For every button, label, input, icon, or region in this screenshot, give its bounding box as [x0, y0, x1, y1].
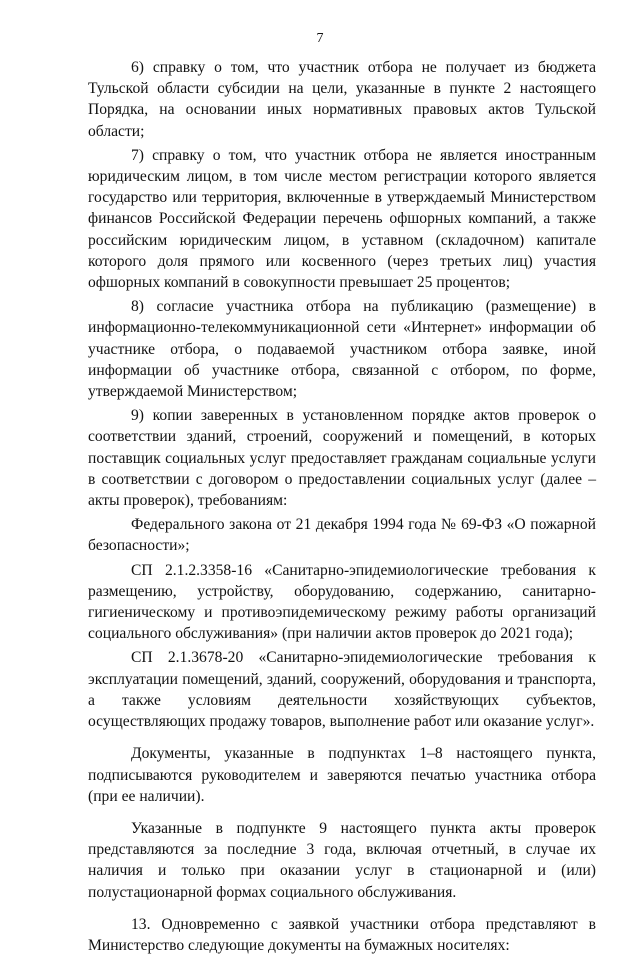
paragraph-item-6: 6) справку о том, что участник отбора не получает из бюджета Тульской области субсидии на цели, указанные в пункте 2 настоящего Порядка, на основании иных нормативных правовых актов Тульской области;: [88, 59, 596, 140]
document-body: [88, 57, 596, 959]
paragraph-item-7: 7) справку о том, что участник отбора не является иностранным юридическим лицом, в том числе местом регистрации которого является государство или территория, включенные в утверждаемый Министерством финансов Российской Федерации перечень офшорных компаний, а также российским юридическим лицом, в уставном (складочном) капитале которого доля прямого или косвенного (через третьих лиц) участия офшорных компаний в совокупности превышает 25 процентов;: [88, 146, 596, 292]
page-number: 7: [316, 31, 324, 46]
paragraph-inspection-acts: Указанные в подпункте 9 настоящего пункта акты проверок представляются за последние 3 года, включая отчетный, в случае их наличия и только при оказании услуг в стационарной и (или) полустационарной формах социального обслуживания.: [88, 819, 596, 901]
paragraph-fire-safety-law: Федерального закона от 21 декабря 1994 года № 69-ФЗ «О пожарной безопасности»;: [88, 516, 596, 555]
paragraph-sp-2-1-2-3358-16: СП 2.1.2.3358-16 «Санитарно-эпидемиологические требования к размещению, устройству, оборудованию, содержанию, санитарно-гигиеническому и противоэпидемическому режиму работы организаций социального обслуживания» (при наличии актов проверок до 2021 года);: [88, 561, 596, 643]
paragraph-item-8: 8) согласие участника отбора на публикацию (размещение) в информационно-телекоммуникационной сети «Интернет» информации об участнике отбора, о подаваемой участником отбора заявке, иной информации об участнике отбора, связанной с отбором, по форме, утверждаемой Министерством;: [88, 298, 596, 401]
paragraph-item-9: 9) копии заверенных в установленном порядке актов проверок о соответствии зданий, строений, сооружений и помещений, в которых поставщик социальных услуг предоставляет гражданам социальные услуги в соответствии с договором о предоставлении социальных услуг (далее – акты проверок), требованиям:: [88, 407, 596, 510]
paragraph-sp-2-1-3678-20: СП 2.1.3678-20 «Санитарно-эпидемиологические требования к эксплуатации помещений, зданий, сооружений, оборудования и транспорта, а также условиям деятельности хозяйствующих субъектов, осуществляющих продажу товаров, выполнение работ или оказание услуг».: [88, 649, 596, 731]
paragraph-item-13: 13. Одновременно с заявкой участники отбора представляют в Министерство следующие документы на бумажных носителях:: [88, 915, 596, 954]
paragraph-documents-signed: Документы, указанные в подпунктах 1–8 настоящего пункта, подписываются руководителем и заверяются печатью участника отбора (при ее наличии).: [88, 745, 596, 805]
